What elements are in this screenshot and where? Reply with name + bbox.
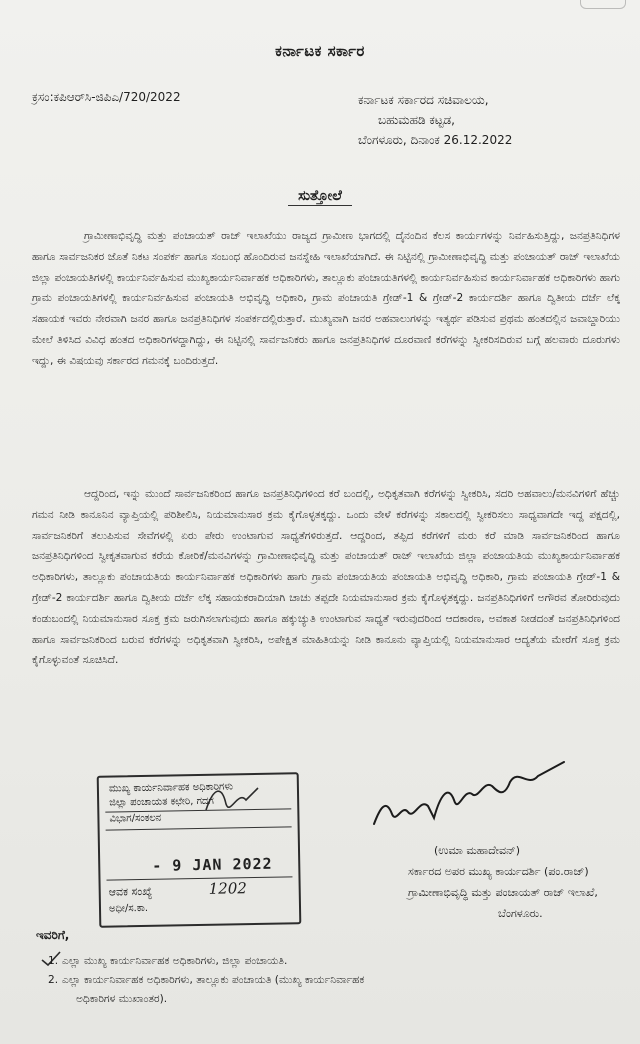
address-date-line: ಬೆಂಗಳೂರು, ದಿನಾಂಕ 26.12.2022 [358, 133, 513, 147]
reference-number: ಕ್ರಸಂ:ಕಪಿಆರ್‌ಸಿ-ಜಿಪಿಎ/720/2022 [32, 90, 181, 104]
signatory-designation: ಸರ್ಕಾರದ ಅಪರ ಮುಖ್ಯ ಕಾರ್ಯದರ್ಶಿ (ಪಂ.ರಾಜ್) [408, 865, 589, 878]
letter-title: ಕರ್ನಾಟಕ ಸರ್ಕಾರ [275, 42, 365, 60]
body-paragraph-1: ಗ್ರಾಮೀಣಾಭಿವೃದ್ಧಿ ಮತ್ತು ಪಂಚಾಯತ್ ರಾಜ್ ಇಲಾಖೆಯು ರಾಜ್ಯದ ಗ್ರಾಮೀಣ ಭಾಗದಲ್ಲಿ ದೈನಂದಿನ ಕೆಲಸ ಕಾರ್ಯಗಳನ್ನು ನಿರ್ವಹಿಸುತ್ತಿದ್ದು, ಜನಪ್ರತಿನಿಧಿಗಳ ಹಾಗೂ ಸಾರ್ವಜನಿಕರ ಜೊತೆ ನಿಕಟ ಸಂಪರ್ಕ ಹಾಗೂ ಸಂಬಂಧ ಹೊಂದಿರುವ ಜನಸ್ನೇಹಿ ಇಲಾಖೆಯಾಗಿದೆ. ಈ ನಿಟ್ಟಿನಲ್ಲಿ ಗ್ರಾಮೀಣಾಭಿವೃದ್ಧಿ ಮತ್ತು ಪಂಚಾಯತ್ ರಾಜ್ ಇಲಾಖೆಯ ಜಿಲ್ಲಾ ಪಂಚಾಯತಿಗಳಲ್ಲಿ ಕಾರ್ಯನಿರ್ವಹಿಸುವ ಮುಖ್ಯಕಾರ್ಯನಿರ್ವಾಹಕ ಅಧಿಕಾರಿಗಳು, ತಾಲ್ಲೂಕು ಪಂಚಾಯತಿಗಳಲ್ಲಿ ಕಾರ್ಯನಿರ್ವಹಿಸುವ ಕಾರ್ಯನಿರ್ವಾಹಕ ಅಧಿಕಾರಿಗಳು ಹಾಗು ಗ್ರಾಮ ಪಂಚಾಯತಿಗಳಲ್ಲಿ ಕಾರ್ಯನಿರ್ವಹಿಸುವ ಪಂಚಾಯತಿ ಅಭಿವೃದ್ಧಿ ಅಧಿಕಾರಿ, ಗ್ರಾಮ ಪಂಚಾಯತಿ ಗ್ರೇಡ್-1 & ಗ್ರೇಡ್-2 ಕಾರ್ಯದರ್ಶಿ ಹಾಗೂ ದ್ವಿತೀಯ ದರ್ಜೆ ಲೆಕ್ಕ ಸಹಾಯಕ ಇವರು ನೇರವಾಗಿ ಜನರ ಹಾಗೂ ಜನಪ್ರತಿನಿಧಿಗಳ ಸಂಪರ್ಕದಲ್ಲಿರುತ್ತಾರೆ. ಮುಖ್ಯವಾಗಿ ಜನರ ಅಹವಾಲುಗಳನ್ನು ಇತ್ಯರ್ಥ ಪಡಿಸುವ ಪ್ರಥಮ ಹಂತದಲ್ಲಿನ ಜವಾಬ್ದಾರಿಯು ಮೇಲೆ ತಿಳಿಸಿದ ವಿವಿಧ ಹಂತದ ಅಧಿಕಾರಿಗಳದ್ದಾಗಿದ್ದು, ಈ ನಿಟ್ಟಿನಲ್ಲಿ ಸಾರ್ವಜನಿಕರು ಹಾಗೂ ಜನಪ್ರತಿನಿಧಿಗಳ ದೂರವಾಣಿ ಕರೆಗಳನ್ನು ಸ್ವೀಕರಿಸದಿರುವ ಬಗ್ಗೆ ಹಲವಾರು ದೂರುಗಳು ಇದ್ದು, ಈ ವಿಷಯವು ಸರ್ಕಾರದ ಗಮನಕ್ಕೆ ಬಂದಿರುತ್ತದೆ. [32, 230, 620, 367]
signatory-city: ಬೆಂಗಳೂರು. [498, 907, 543, 920]
signature [368, 758, 568, 838]
signatory-name: (ಉಮಾ ಮಹಾದೇವನ್) [434, 844, 521, 857]
stamp-initials: ಅಧೀ/ಸ.ಕಾ. [108, 902, 149, 915]
recipient-list [48, 952, 620, 1009]
recipient-text: ಎಲ್ಲಾ ಕಾರ್ಯನಿರ್ವಾಹಕ ಅಧಿಕಾರಿಗಳು, ತಾಲ್ಲೂಕು ಪಂಚಾಯತಿ (ಮುಖ್ಯ ಕಾರ್ಯನಿರ್ವಾಹಕ [62, 974, 365, 986]
recipient-text: ಎಲ್ಲಾ ಮುಖ್ಯ ಕಾರ್ಯನಿರ್ವಾಹಕ ಅಧಿಕಾರಿಗಳು, ಜಿಲ್ಲಾ ಪಂಚಾಯತಿ. [62, 955, 288, 967]
stamp-section-line: ವಿಭಾಗ/ಸಂಕಲನ [109, 812, 162, 825]
stamp-office-line: ಮುಖ್ಯ ಕಾರ್ಯನಿರ್ವಾಹಕ ಅಧಿಕಾರಿಗಳು [108, 781, 234, 795]
recipients-heading: ಇವರಿಗೆ, [36, 928, 70, 942]
address-line: ಕರ್ನಾಟಕ ಸರ್ಕಾರದ ಸಚಿವಾಲಯ, [358, 93, 489, 107]
subject-text: ಸುತ್ತೋಲೆ [288, 188, 352, 206]
recipient-number: 2. [48, 974, 59, 986]
signatory-department: ಗ್ರಾಮೀಣಾಭಿವೃದ್ಧಿ ಮತ್ತು ಪಂಚಾಯತ್ ರಾಜ್ ಇಲಾಖೆ, [408, 886, 598, 899]
body-paragraph-2: ಆದ್ದರಿಂದ, ಇನ್ನು ಮುಂದೆ ಸಾರ್ವಜನಿಕರಿಂದ ಹಾಗೂ ಜನಪ್ರತಿನಿಧಿಗಳಿಂದ ಕರೆ ಬಂದಲ್ಲಿ, ಅಧಿಕೃತವಾಗಿ ಕರೆಗಳನ್ನು ಸ್ವೀಕರಿಸಿ, ಸದರಿ ಅಹವಾಲು/ಮನವಿಗಳಿಗೆ ಹೆಚ್ಚು ಗಮನ ನೀಡಿ ಕಾನೂನಿನ ವ್ಯಾಪ್ತಿಯಲ್ಲಿ ಪರಿಶೀಲಿಸಿ, ನಿಯಮಾನುಸಾರ ಕ್ರಮ ಕೈಗೊಳ್ಳತಕ್ಕದ್ದು. ಒಂದು ವೇಳೆ ಕರೆಗಳನ್ನು ಸಕಾಲದಲ್ಲಿ ಸ್ವೀಕರಿಸಲು ಸಾಧ್ಯವಾಗದೇ ಇದ್ದ ಪಕ್ಷದಲ್ಲಿ, ಸಾರ್ವಜನಿಕರಿಗೆ ತಲುಪಿಸುವ ಸೇವೆಗಳಲ್ಲಿ ಏರು ಪೇರು ಉಂಟಾಗುವ ಸಾಧ್ಯತೆಗಳಿರುತ್ತದೆ. ಆದ್ದರಿಂದ, ತಪ್ಪಿದ ಕರೆಗಳಿಗೆ ಮರು ಕರೆ ಮಾಡಿ ಸಾರ್ವಜನಿಕರಿಂದ ಹಾಗೂ ಜನಪ್ರತಿನಿಧಿಗಳಿಂದ ಸ್ವೀಕೃತವಾಗುವ ಕರೆಯ ಕೋರಿಕೆ/ಮನವಿಗಳನ್ನು ಗ್ರಾಮೀಣಾಭಿವೃದ್ಧಿ ಮತ್ತು ಪಂಚಾಯತ್ ರಾಜ್ ಇಲಾಖೆಯ ಜಿಲ್ಲಾ ಪಂಚಾಯತಿಯ ಮುಖ್ಯಕಾರ್ಯನಿರ್ವಾಹಕ ಅಧಿಕಾರಿಗಳು, ತಾಲ್ಲೂಕು ಪಂಚಾಯತಿಯ ಕಾರ್ಯನಿರ್ವಾಹಕ ಅಧಿಕಾರಿಗಳು ಹಾಗು ಗ್ರಾಮ ಪಂಚಾಯತಿಯ ಪಂಚಾಯತಿ ಅಭಿವೃದ್ಧಿ ಅಧಿಕಾರಿ, ಗ್ರಾಮ ಪಂಚಾಯತಿ ಗ್ರೇಡ್-1 & ಗ್ರೇಡ್-2 ಕಾರ್ಯದರ್ಶಿ ಹಾಗೂ ದ್ವಿತೀಯ ದರ್ಜೆ ಲೆಕ್ಕ ಸಹಾಯಕರಾದಿಯಾಗಿ ಚಾಚು ತಪ್ಪದೇ ನಿಯಮಾನುಸಾರ ಕ್ರಮ ಕೈಗೊಳ್ಳತಕ್ಕದ್ದು. ಜನಪ್ರತಿನಿಧಿಗಳಿಗೆ ಅಗೌರವ ತೋರಿರುವುದು ಕಂಡುಬಂದಲ್ಲಿ ನಿಯಮಾನುಸಾರ ಸೂಕ್ತ ಕ್ರಮ ಜರುಗಿಸಲಾಗುವುದು ಹಾಗೂ ಹಕ್ಕುಚ್ಯುತಿ ಉಂಟಾಗುವ ಸಾಧ್ಯತೆ ಇರುವುದರಿಂದ ಆದಕಾರಣ, ಅವಕಾಶ ನೀಡದಂತೆ ಜನಪ್ರತಿನಿಧಿಗಳಿಂದ ಹಾಗೂ ಸಾರ್ವಜನಿಕರಿಂದ ಬರುವ ಕರೆಗಳನ್ನು ಅಧಿಕೃತವಾಗಿ ಸ್ವೀಕರಿಸಿ, ಅಪೇಕ್ಷಿತ ಮಾಹಿತಿಯನ್ನು ನೀಡಿ ಕಾನೂನು ವ್ಯಾಪ್ತಿಯಲ್ಲಿ ನಿಯಮಾನುಸಾರ ಆದ್ಯತೆಯ ಮೇರೆಗೆ ಸೂಕ್ತ ಕ್ರಮ ಕೈಗೊಳ್ಳುವಂತೆ ಸೂಚಿಸಿದೆ. [32, 488, 620, 667]
stamp-divider [107, 876, 293, 880]
corner-mark [580, 0, 626, 9]
recipient-item [48, 952, 620, 971]
sender-address [358, 90, 512, 150]
recipient-text-continued: ಅಧಿಕಾರಿಗಳ ಮುಖಾಂತರ). [76, 993, 168, 1005]
signatory-block [408, 840, 598, 924]
address-line: ಬಹುಮಹಡಿ ಕಟ್ಟಡ, [378, 113, 455, 127]
handwritten-initials-mark [200, 780, 290, 820]
stamp-inward-label: ಆವಕ ಸಂಖ್ಯೆ [108, 884, 153, 899]
recipient-number: 1. [48, 955, 59, 967]
stamp-divider [106, 826, 292, 830]
stamp-inward-number: 1202 [208, 879, 248, 898]
stamp-location-line: ಜಿಲ್ಲಾ ಪಂಚಾಯತ ಕಛೇರಿ, ಗದಗ [109, 795, 214, 809]
subject-heading [0, 188, 640, 204]
stamp-date: - 9 JAN 2022 [152, 854, 273, 875]
recipient-item [48, 971, 620, 1009]
